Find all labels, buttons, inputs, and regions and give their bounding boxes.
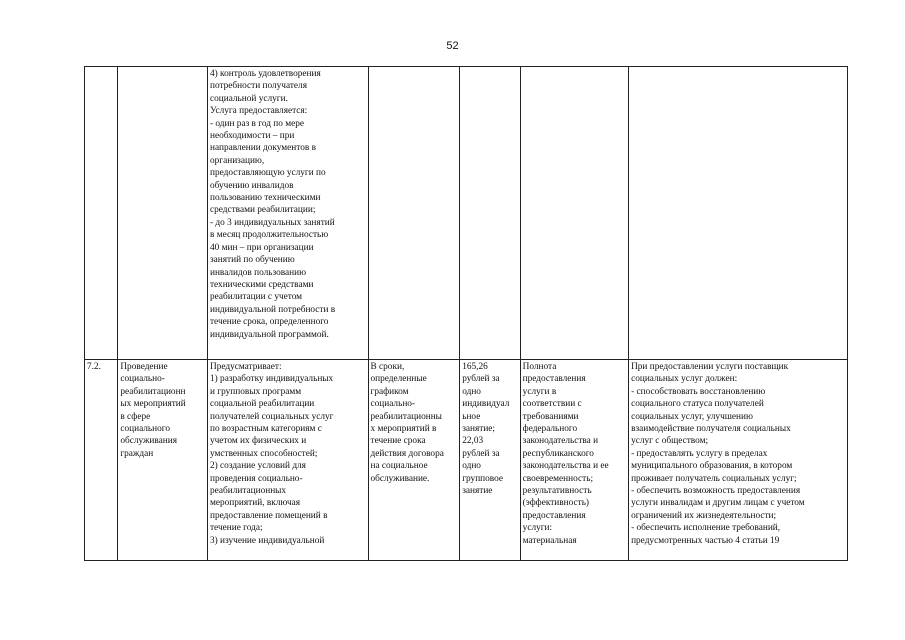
cell-number: 7.2. (85, 360, 118, 561)
cell-term: В сроки, определенные графиком социально- реабилитационны х мероприятий в течение срока действия договора на социальное обслуживание. (368, 360, 460, 561)
cell-number (85, 67, 118, 360)
cell-service-name (118, 67, 208, 360)
cell-criteria: Полнота предоставления услуги в соответствии с требованиями федерального законодательства и республиканского законодательства и ее своевременность; результативность (эффективность) предоставления услуги: материальная (520, 360, 628, 561)
table-row (85, 360, 848, 561)
cell-term (368, 67, 460, 360)
page-number: 52 (446, 40, 459, 52)
cell-price: 165,26 рублей за одно индивидуал ьное занятие; 22,03 рублей за одно групповое занятие (460, 360, 520, 561)
cell-price (460, 67, 520, 360)
services-table (84, 66, 848, 561)
table-row (85, 67, 848, 360)
cell-description: 4) контроль удовлетворения потребности получателя социальной услуги. Услуга предоставляется: - один раз в год по мере необходимости – при направлении документов в организацию, предоставляющую услуги по обучению инвалидов пользованию техническими средствами реабилитации; - до 3 индивидуальных занятий в месяц продолжительностью 40 мин – при организации занятий по обучению инвалидов пользованию техническими средствами реабилитации с учетом индивидуальной потребности в течение срока, определенного индивидуальной программой. (207, 67, 368, 360)
cell-service-name: Проведение социально- реабилитационн ых мероприятий в сфере социального обслуживания граждан (118, 360, 208, 561)
cell-conditions: При предоставлении услуги поставщик социальных услуг должен: - способствовать восстановлению социального статуса получателей социальных услуг, улучшению взаимодействие получателя социальных услуг с обществом; - предоставлять услугу в пределах муниципального образования, в котором проживает получатель социальных услуг; - обеспечить возможность предоставления услуги инвалидам и другим лицам с учетом ограничений их жизнедеятельности; - обеспечить исполнение требований, предусмотренных частью 4 статьи 19 (629, 360, 848, 561)
cell-description: Предусматривает: 1) разработку индивидуальных и групповых программ социальной реабилитации получателей социальных услуг по возрастным категориям с учетом их физических и умственных способностей; 2) создание условий для проведения социально- реабилитационных мероприятий, включая предоставление помещений в течение года; 3) изучение индивидуальной (207, 360, 368, 561)
cell-criteria (520, 67, 628, 360)
cell-conditions (629, 67, 848, 360)
